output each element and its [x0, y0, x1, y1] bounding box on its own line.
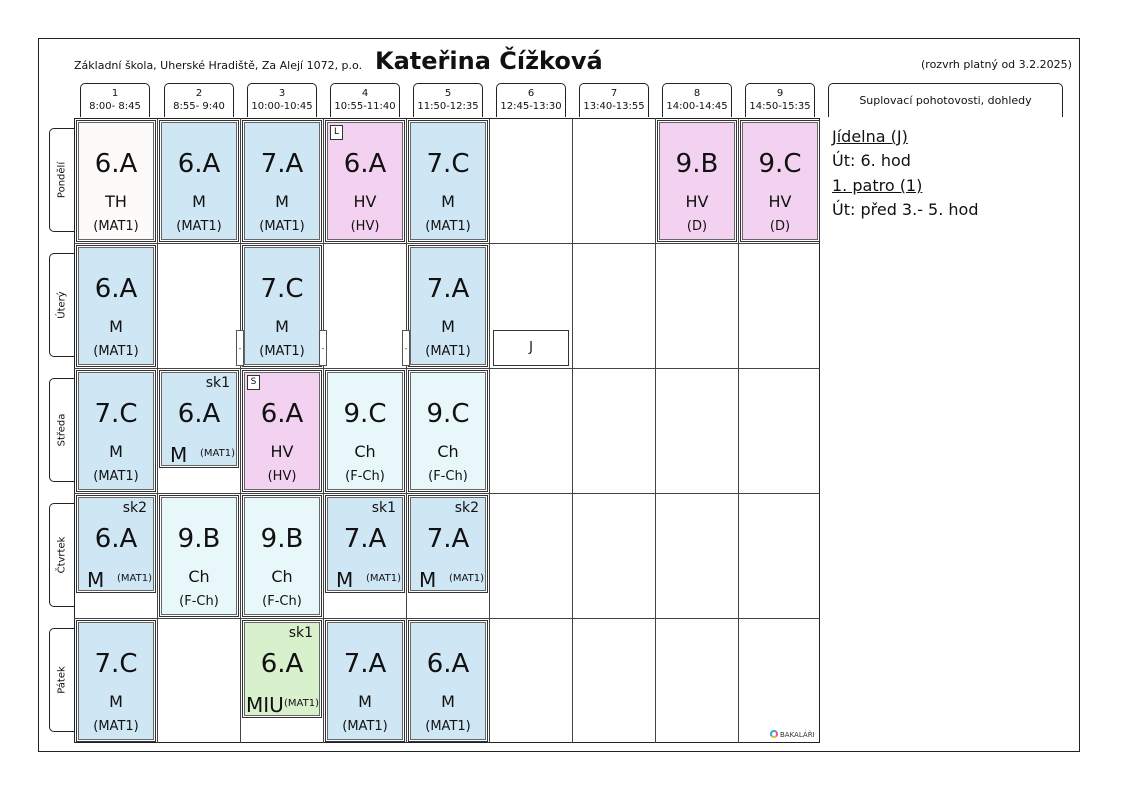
lesson-thu-3[interactable]: 9.B Ch (F-Ch): [242, 495, 322, 617]
lesson-fri-4[interactable]: 7.A M (MAT1): [325, 620, 405, 742]
lesson-thu-1[interactable]: sk2 6.A M (MAT1): [76, 495, 156, 593]
lesson-mon-9[interactable]: 9.C HV (D): [740, 120, 820, 242]
bakalari-logo-icon: [770, 730, 778, 738]
lesson-thu-4[interactable]: sk1 7.A M (MAT1): [325, 495, 405, 593]
grid-line: [738, 118, 739, 743]
school-name: Základní škola, Uherské Hradiště, Za Alejí 1072, p.o.: [74, 59, 363, 72]
break-duty-marker: -: [236, 330, 244, 366]
grid-line: [74, 368, 820, 369]
grid-line: [240, 118, 241, 743]
day-tab-monday: Pondělí: [49, 128, 74, 232]
lesson-fri-3[interactable]: sk1 6.A MIU (MAT1): [242, 620, 322, 718]
period-header-9: 9 14:50-15:35: [745, 83, 815, 117]
lesson-mark: L: [330, 125, 343, 140]
grid-line: [74, 243, 820, 244]
lesson-mon-1[interactable]: 6.A TH (MAT1): [76, 120, 156, 242]
lesson-wed-2[interactable]: sk1 6.A M (MAT1): [159, 370, 239, 468]
break-duty-marker: -: [402, 330, 410, 366]
lesson-wed-5[interactable]: 9.C Ch (F-Ch): [408, 370, 488, 492]
lesson-thu-2[interactable]: 9.B Ch (F-Ch): [159, 495, 239, 617]
period-header-8: 8 14:00-14:45: [662, 83, 732, 117]
duty-header: Suplovací pohotovosti, dohledy: [828, 83, 1063, 117]
period-header-4: 4 10:55-11:40: [330, 83, 400, 117]
supervision-time-floor1: Út: před 3.- 5. hod: [832, 200, 979, 219]
supervision-time-canteen: Út: 6. hod: [832, 151, 911, 170]
lesson-tue-5[interactable]: 7.A M (MAT1): [408, 245, 488, 367]
grid-line: [489, 118, 490, 743]
grid-line: [406, 118, 407, 743]
day-tab-friday: Pátek: [49, 628, 74, 732]
period-header-5: 5 11:50-12:35: [413, 83, 483, 117]
supervision-place-canteen: Jídelna (J): [832, 127, 908, 146]
group-label: sk1: [205, 375, 230, 391]
bakalari-logo: BAKALÁŘI: [770, 730, 815, 739]
period-header-7: 7 13:40-13:55: [579, 83, 649, 117]
group-label: sk1: [371, 500, 396, 516]
group-label: sk1: [288, 625, 313, 641]
grid-line: [74, 618, 820, 619]
grid-line: [572, 118, 573, 743]
lesson-mark: S: [247, 375, 260, 390]
period-header-3: 3 10:00-10:45: [247, 83, 317, 117]
day-tab-tuesday: Úterý: [49, 253, 74, 357]
lesson-mon-8[interactable]: 9.B HV (D): [657, 120, 737, 242]
period-header-6: 6 12:45-13:30: [496, 83, 566, 117]
grid-line: [323, 118, 324, 743]
lesson-mon-2[interactable]: 6.A M (MAT1): [159, 120, 239, 242]
grid-line: [655, 118, 656, 743]
lesson-wed-1[interactable]: 7.C M (MAT1): [76, 370, 156, 492]
grid-line: [74, 493, 820, 494]
group-label: sk2: [122, 500, 147, 516]
period-header-2: 2 8:55- 9:40: [164, 83, 234, 117]
grid-line: [157, 118, 158, 743]
day-tab-wednesday: Středa: [49, 378, 74, 482]
lesson-thu-5[interactable]: sk2 7.A M (MAT1): [408, 495, 488, 593]
period-header-1: 1 8:00- 8:45: [80, 83, 150, 117]
lesson-fri-1[interactable]: 7.C M (MAT1): [76, 620, 156, 742]
duty-cell-canteen[interactable]: J: [493, 330, 569, 366]
lesson-tue-1[interactable]: 6.A M (MAT1): [76, 245, 156, 367]
lesson-mon-3[interactable]: 7.A M (MAT1): [242, 120, 322, 242]
supervision-place-floor1: 1. patro (1): [832, 176, 923, 195]
lesson-tue-3[interactable]: 7.C M (MAT1): [242, 245, 322, 367]
break-duty-marker: -: [319, 330, 327, 366]
lesson-mon-4[interactable]: L 6.A HV (HV): [325, 120, 405, 242]
lesson-wed-3[interactable]: S 6.A HV (HV): [242, 370, 322, 492]
lesson-fri-5[interactable]: 6.A M (MAT1): [408, 620, 488, 742]
day-tab-thursday: Čtvrtek: [49, 503, 74, 607]
lesson-wed-4[interactable]: 9.C Ch (F-Ch): [325, 370, 405, 492]
teacher-name: Kateřina Čížková: [375, 47, 603, 75]
validity-note: (rozvrh platný od 3.2.2025): [921, 58, 1072, 71]
lesson-mon-5[interactable]: 7.C M (MAT1): [408, 120, 488, 242]
group-label: sk2: [454, 500, 479, 516]
